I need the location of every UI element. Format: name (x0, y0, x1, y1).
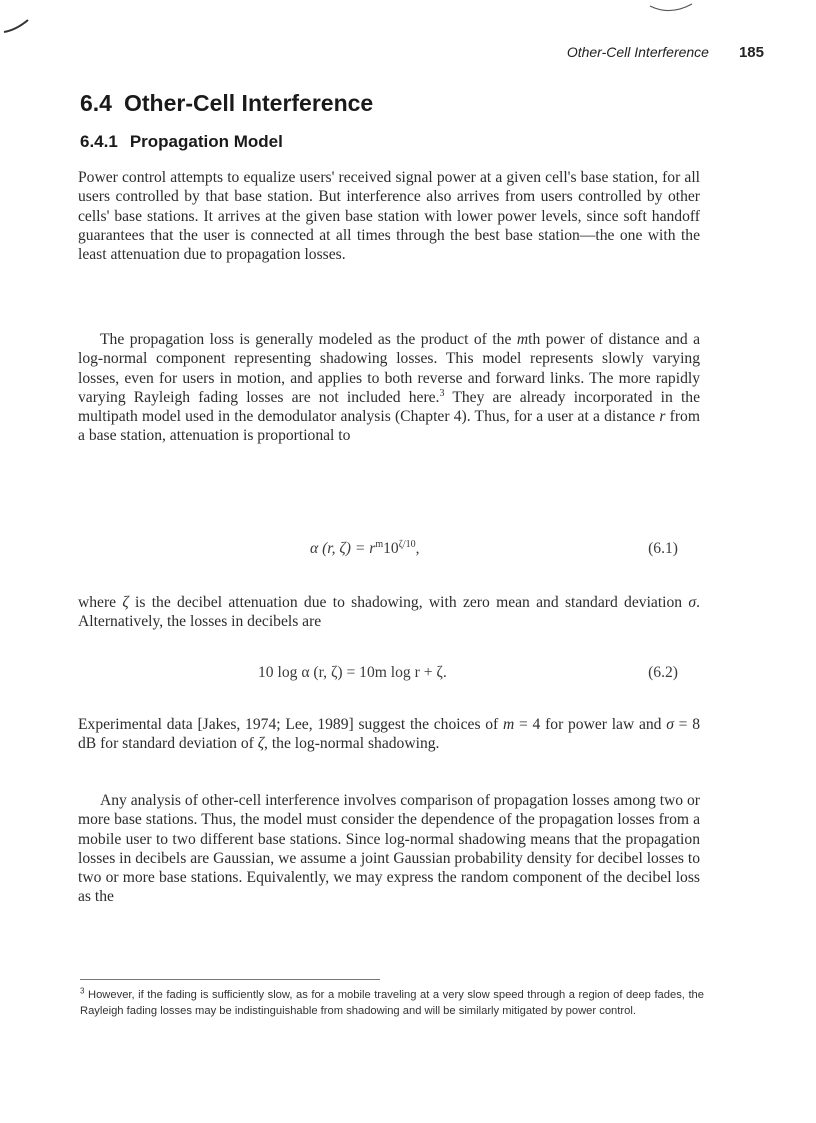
paragraph-2-r: r (659, 408, 666, 426)
paragraph-3-text-c: . Alternatively, the losses in decibels are (78, 594, 700, 631)
paragraph-3-sigma: σ (688, 594, 697, 611)
footnote (80, 988, 704, 1019)
footnote-reference: 3 (439, 387, 445, 399)
paragraph-3 (78, 593, 700, 632)
paragraph-4-text-a: Experimental data [Jakes, 1974; Lee, 1989] suggest the choices of (78, 716, 503, 733)
subsection-heading (80, 132, 283, 152)
equation-6-1-expression (310, 540, 420, 558)
equation-6-2-expression: 10 log α (r, ζ) = 10m log r + ζ. (258, 664, 447, 681)
section-heading (80, 90, 373, 117)
equation-6-1-base: r (369, 540, 376, 557)
paragraph-5: Any analysis of other-cell interference involves comparison of propagation losses among two or more base stations. Thus, the model must consider the dependence of the propagation losses from a mobile user to two different base stations. Since log-normal shadowing means that the propagation losses in decibels are Gaussian, we assume a joint Gaussian probability density for decibel losses to two or more base stations. Equivalently, we may express the random component of the decibel loss as the (78, 792, 700, 906)
equation-6-1-base-exponent: m (375, 538, 384, 550)
paragraph-4-zeta: ζ (257, 735, 265, 753)
paragraph-1: Power control attempts to equalize users' received signal power at a given cell's base station, for all users controlled by that base station. But interference also arrives from users controlled by other cells' base stations. It arrives at the given base station with lower power levels, since soft handoff guarantees that the user is connected at all times through the best base station—the one with the least attenuation due to propagation losses. (78, 169, 700, 264)
equation-6-1-ten: 10 (383, 540, 399, 557)
footnote-text: However, if the fading is sufficiently slow, as for a mobile traveling at a very slow speed through a region of deep fades, the Rayleigh fading losses may be indistinguishable from shadowing and will be similarly mitigated by power control. (80, 989, 705, 1017)
paragraph-2-text-d: from a base station, attenuation is proportional to (78, 408, 700, 445)
equation-6-1-label: (6.1) (648, 540, 678, 557)
paragraph-2-m: m (516, 331, 529, 348)
running-head (567, 44, 764, 61)
paragraph-2-text-a: The propagation loss is generally modeled as the product of the (100, 331, 517, 348)
subsection-title: Propagation Model (129, 132, 283, 151)
equation-6-2-label: (6.2) (648, 664, 678, 681)
paragraph-3-zeta: ζ (122, 594, 129, 611)
equation-6-1 (78, 540, 700, 562)
paragraph-4-text-d: , the log-normal shadowing. (264, 735, 440, 753)
paragraph-2-text-c: They are already incorporated in the multipath model used in the demodulator analysis (Chapter 4). Thus, for a user at a distance (78, 388, 700, 426)
running-head-title: Other-Cell Interference (566, 44, 709, 60)
scan-corner-mark (2, 14, 32, 36)
paragraph-4-sigma: σ (666, 716, 674, 733)
equation-6-1-ten-exponent: ζ/10 (398, 538, 416, 550)
footnote-divider (80, 979, 380, 980)
section-title: Other-Cell Interference (123, 90, 374, 116)
paragraph-4-text-c: = 8 dB for standard deviation of (78, 716, 701, 753)
paragraph-4-text-b: = 4 for power law and (514, 716, 667, 733)
paragraph-3-text-a: where (78, 594, 123, 611)
footnote-marker: 3 (80, 986, 85, 996)
paragraph-2-text-b: th power of distance and a log-normal component representing shadowing losses. This model represents slowly varying losses, even for users in motion, and applies to both reverse and forward links. The more rapidly varying Rayleigh fading losses are not included here. (78, 331, 701, 406)
page-number: 185 (738, 44, 764, 61)
subsection-number: 6.4.1 (80, 132, 118, 151)
paragraph-3-text-b: is the decibel attenuation due to shadowing, with zero mean and standard deviation (128, 594, 689, 611)
scan-top-mark (640, 0, 700, 16)
equation-6-1-tail: , (415, 540, 420, 557)
paragraph-4 (78, 715, 700, 754)
paragraph-4-m: m (503, 716, 515, 733)
paragraph-2 (78, 330, 700, 446)
equation-6-1-lhs: α (r, ζ) = (310, 540, 370, 557)
section-number: 6.4 (80, 90, 112, 116)
equation-6-2 (78, 664, 700, 686)
